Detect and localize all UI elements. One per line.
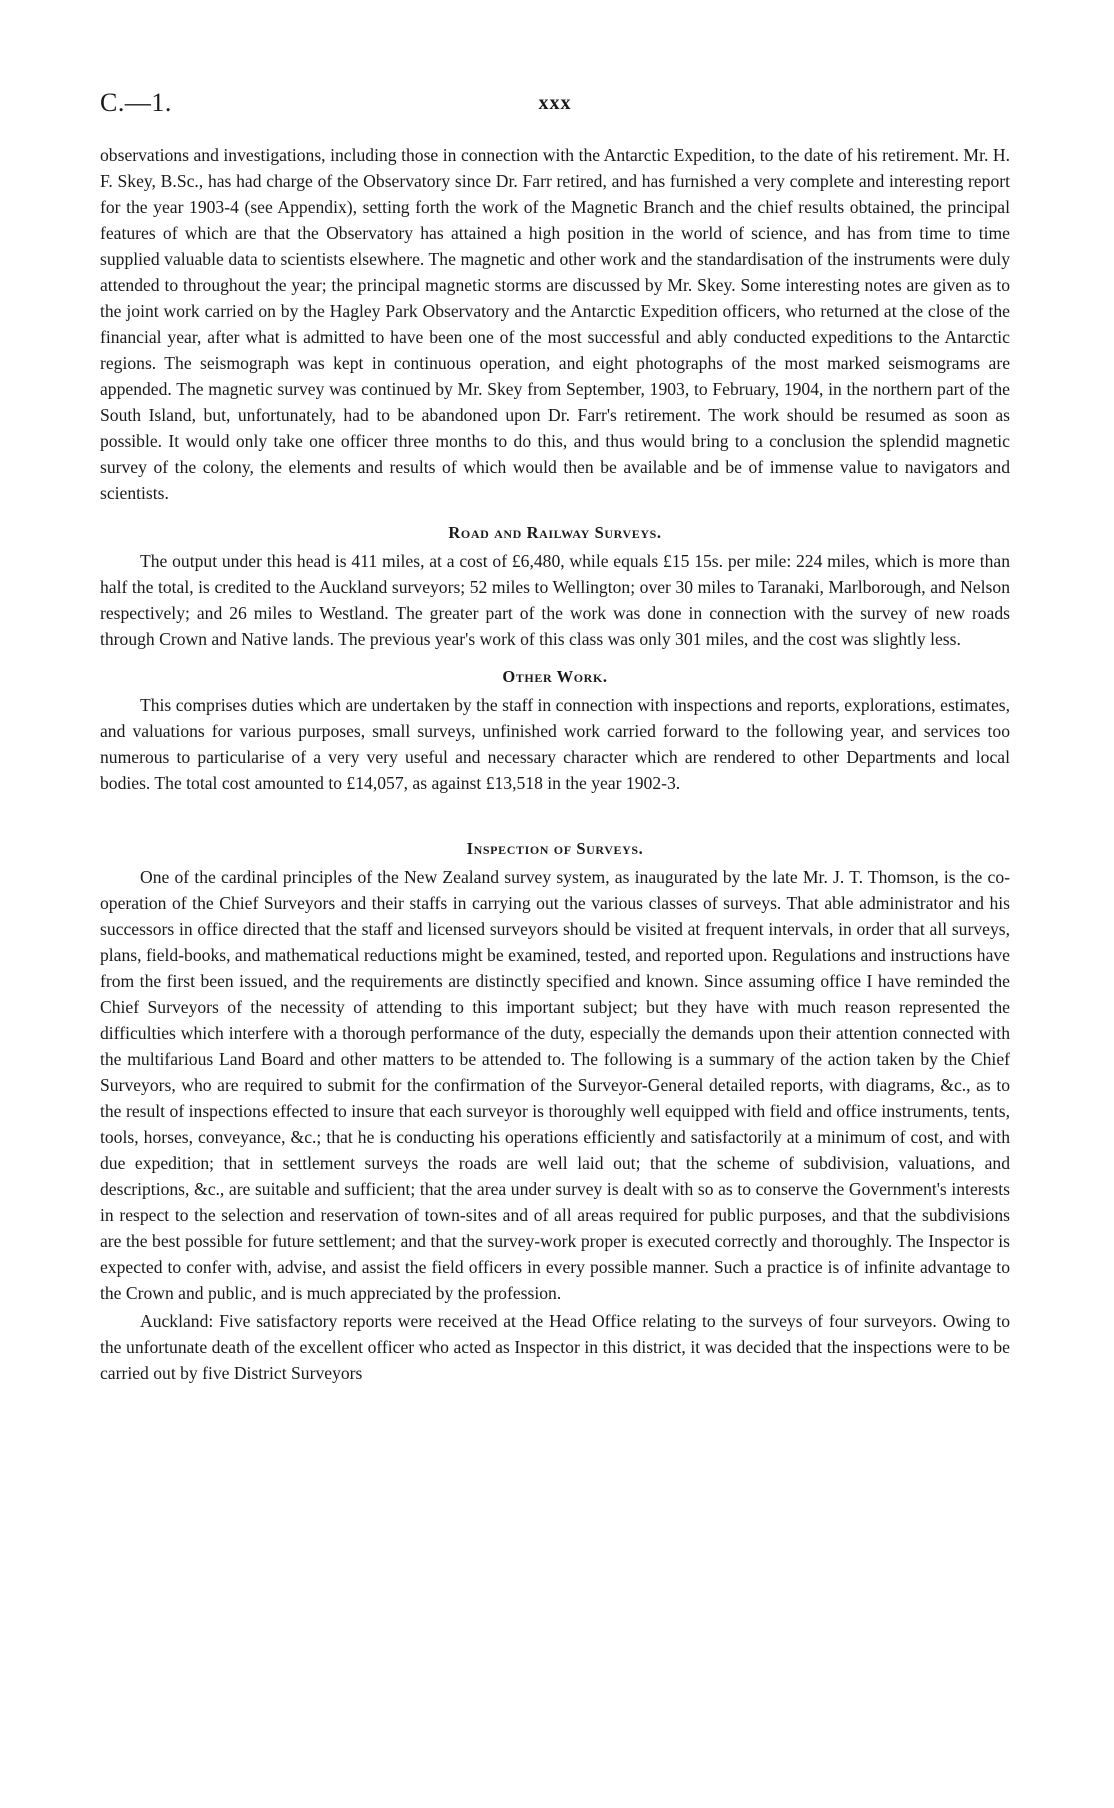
page-body [100,142,1010,1386]
page-number: xxx [538,92,572,114]
page-header [100,88,1010,128]
paragraph-road-railway-surveys: The output under this head is 411 miles, at a cost of £6,480, while equals £15 15s. per mile: 224 miles, which is more than half the total, is credited to the Auckland surveyors; 52 miles to Wellington; over 30 miles to Taranaki, Marlborough, and Nelson respectively; and 26 miles to Westland. The greater part of the work was done in connection with the survey of new roads through Crown and Native lands. The previous year's work of this class was only 301 miles, and the cost was slightly less. [100,551,1010,649]
document-code: C.—1. [100,88,172,117]
paragraph-inspection-of-surveys: One of the cardinal principles of the New Zealand survey system, as inaugurated by the late Mr. J. T. Thomson, is the co-operation of the Chief Surveyors and their staffs in carrying out the various classes of surveys. That able administrator and his successors in office directed that the staff and licensed surveyors should be visited at frequent intervals, in order that all surveys, plans, field-books, and mathematical reductions might be examined, tested, and reported upon. Regulations and instructions have from the first been issued, and the requirements are distinctly specified and known. Since assuming office I have reminded the Chief Surveyors of the necessity of attending to this important subject; but they have with much reason represented the difficulties which interfere with a thorough performance of the duty, especially the demands upon their attention connected with the multifarious Land Board and other matters to be attended to. The following is a summary of the action taken by the Chief Surveyors, who are required to submit for the confirmation of the Surveyor-General detailed reports, with diagrams, &c., as to the result of inspections effected to insure that each surveyor is thoroughly well equipped with field and office instruments, tents, tools, horses, conveyance, &c.; that he is conducting his operations efficiently and satisfactorily at a minimum of cost, and with due expedition; that in settlement surveys the roads are well laid out; that the scheme of subdivision, valuations, and descriptions, &c., are suitable and sufficient; that the area under survey is dealt with so as to conserve the Government's interests in respect to the selection and reservation of town-sites and of all areas required for public purposes, and that the subdivisions are the best possible for future settlement; and that the survey-work proper is executed correctly and thoroughly. The Inspector is expected to confer with, advise, and assist the field officers in every possible manner. Such a practice is of infinite advantage to the Crown and public, and is much appreciated by the profession. [100,867,1010,1303]
paragraph-auckland: Auckland: Five satisfactory reports were received at the Head Office relating to the surveys of four surveyors. Owing to the unfortunate death of the excellent officer who acted as Inspector in this district, it was decided that the inspections were to be carried out by five District Surveyors [100,1311,1010,1383]
paragraph-observatory: observations and investigations, including those in connection with the Antarctic Expedition, to the date of his retirement. Mr. H. F. Skey, B.Sc., has had charge of the Observatory since Dr. Farr retired, and has furnished a very complete and interesting report for the year 1903-4 (see Appendix), setting forth the work of the Magnetic Branch and the chief results obtained, the principal features of which are that the Observatory has attained a high position in the world of science, and has from time to time supplied valuable data to scientists elsewhere. The magnetic and other work and the standardisation of the instruments were duly attended to throughout the year; the principal magnetic storms are discussed by Mr. Skey. Some interesting notes are given as to the joint work carried on by the Hagley Park Observatory and the Antarctic Expedition officers, who returned at the close of the financial year, after what is admitted to have been one of the most successful and ably conducted expeditions to the Antarctic regions. The seismograph was kept in continuous operation, and eight photographs of the most marked seismograms are appended. The magnetic survey was continued by Mr. Skey from September, 1903, to February, 1904, in the northern part of the South Island, but, unfortunately, had to be abandoned upon Dr. Farr's retirement. The work should be resumed as soon as possible. It would only take one officer three months to do this, and thus would bring to a conclusion the splendid magnetic survey of the colony, the elements and results of which would then be available and be of immense value to navigators and scientists. [100,145,1010,503]
heading-road-railway-surveys: Road and Railway Surveys. [448,523,662,542]
paragraph-other-work: This comprises duties which are undertaken by the staff in connection with inspections and reports, explorations, estimates, and valuations for various purposes, small surveys, unfinished work carried forward to the following year, and services too numerous to particularise of a very very useful and necessary character which are rendered to other Departments and local bodies. The total cost amounted to £14,057, as against £13,518 in the year 1902-3. [100,695,1010,793]
heading-inspection-of-surveys: Inspection of Surveys. [466,839,644,858]
heading-other-work: Other Work. [502,667,608,686]
